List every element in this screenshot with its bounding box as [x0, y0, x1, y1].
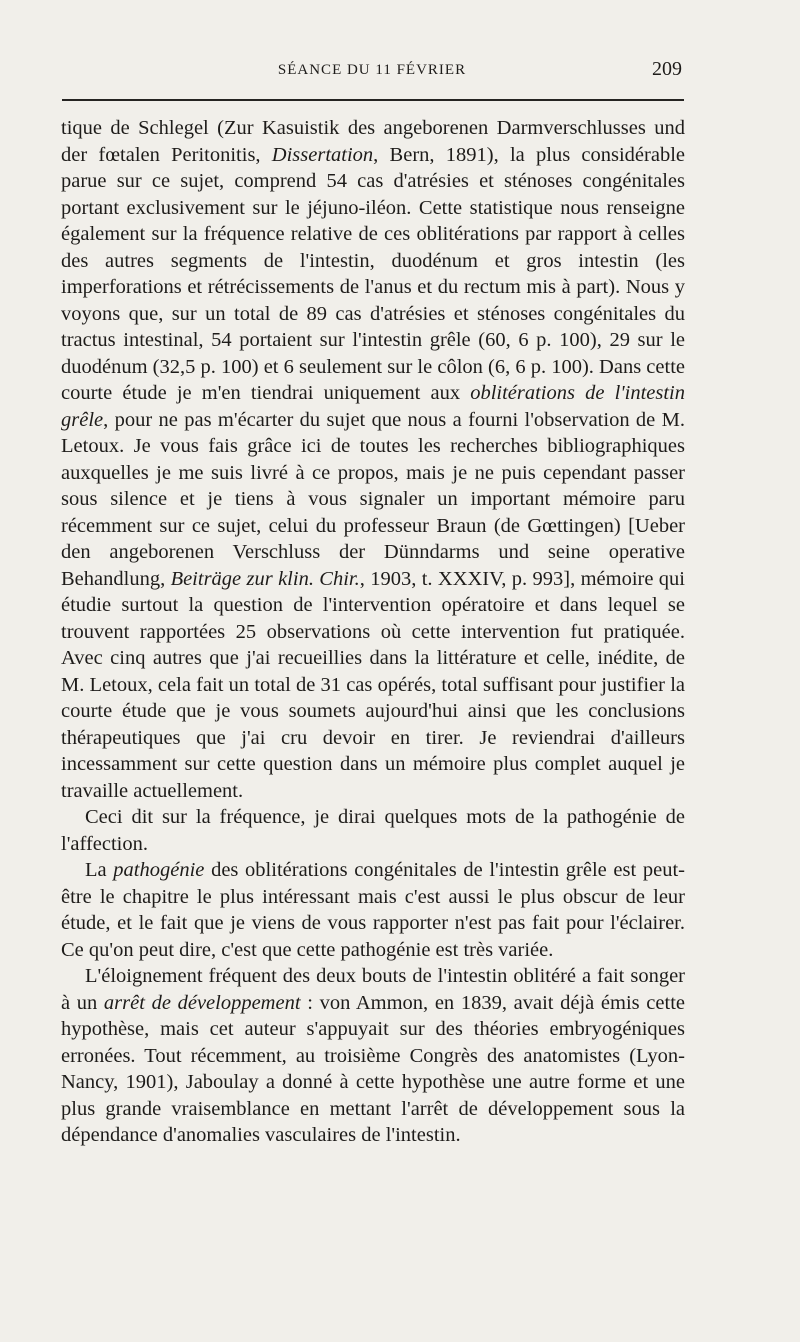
text-segment: tique de Schlegel (Zur Kasuistik des angeborenen Darmverschlusses und der fœtalen Peritonitis, — [61, 117, 685, 166]
text-segment: La — [85, 859, 114, 881]
italic-text: arrêt de développement — [103, 991, 301, 1014]
italic-text: pathogénie — [113, 859, 205, 881]
text-segment: Ceci dit sur la fréquence, je dirai quelques mots de la pathogénie de l'affection. — [61, 806, 685, 855]
italic-text: Dissertation — [271, 143, 374, 166]
paragraph-1 — [61, 115, 685, 804]
paragraph-3 — [61, 857, 685, 963]
text-segment: des oblitérations congénitales de l'intestin grêle est peut-être le chapitre le plus intéressant mais c'est aussi le plus obscur de leur étude, et le fait que je viens de vous rapporter n'est pas fait pour l'éclairer. Ce qu'on peut dire, c'est que cette pathogénie est très variée. — [61, 859, 685, 961]
italic-text: oblitérations de l'intestin grêle — [61, 382, 686, 431]
text-segment: , 1903, t. XXXIV, p. 993], mémoire qui étudie surtout la question de l'intervention opératoire et dans lequel se trouvent rapportées 25 observations où cette intervention fut pratiquée. Avec cinq autres que j'ai recueillies dans la littérature et celle, inédite, de M. Letoux, cela fait un total de 31 cas opérés, total suffisant pour justifier la courte étude que je vous soumets aujourd'hui ainsi que les conclusions thérapeutiques que j'ai cru devoir en tirer. Je reviendrai d'ailleurs incessamment sur cette question dans un mémoire plus complet auquel je travaille actuellement. — [61, 567, 685, 802]
page-number: 209 — [652, 58, 682, 80]
text-segment: , pour ne pas m'écarter du sujet que nous a fourni l'observation de M. Letoux. Je vous fais grâce ici de toutes les recherches bibliographiques auxquelles je me suis livré à ce propos, mais je ne puis cependant passer sous silence et je tiens à vous signaler un important mémoire paru récemment sur ce sujet, celui du professeur Braun (de Gœttingen) [Ueber den angeborenen Verschluss der Dünndarms und seine operative Behandlung, — [61, 408, 685, 590]
text-segment: , Bern, 1891), la plus considérable parue sur ce sujet, comprend 54 cas d'atrésies et sténoses congénitales portant exclusivement sur le jéjuno-iléon. Cette statistique nous renseigne également sur la fréquence relative de ces oblitérations par rapport à celles des autres segments de l'intestin, duodénum et gros intestin (les imperforations et rétrécissements de l'anus et du rectum mis à part). Nous y voyons que, sur un total de 89 cas d'atrésies et sténoses congénitales du tractus intestinal, 54 portaient sur l'intestin grêle (60, 6 p. 100), 29 sur le duodénum (32,5 p. 100) et 6 seulement sur le côlon (6, 6 p. 100). Dans cette courte étude je m'en tiendrai uniquement aux — [61, 143, 686, 404]
paragraph-4 — [61, 963, 685, 1149]
header-rule — [62, 99, 684, 101]
body-text — [61, 115, 685, 1149]
page-header — [60, 58, 684, 88]
running-title: SÉANCE DU 11 FÉVRIER — [277, 62, 467, 78]
paragraph-2 — [61, 804, 685, 857]
text-segment: L'éloignement fréquent des deux bouts de l'intestin oblitéré a fait songer à un — [61, 965, 685, 1014]
italic-text: Beiträge zur klin. Chir. — [170, 567, 360, 590]
text-segment: : von Ammon, en 1839, avait déjà émis cette hypothèse, mais cet auteur s'appuyait sur des théories embryogéniques erronées. Tout récemment, au troisième Congrès des anatomistes (Lyon-Nancy, 1901), Jaboulay a donné à cette hypothèse une autre forme et une plus grande vraisemblance en mettant l'arrêt de développement sous la dépendance d'anomalies vasculaires de l'intestin. — [61, 991, 685, 1146]
